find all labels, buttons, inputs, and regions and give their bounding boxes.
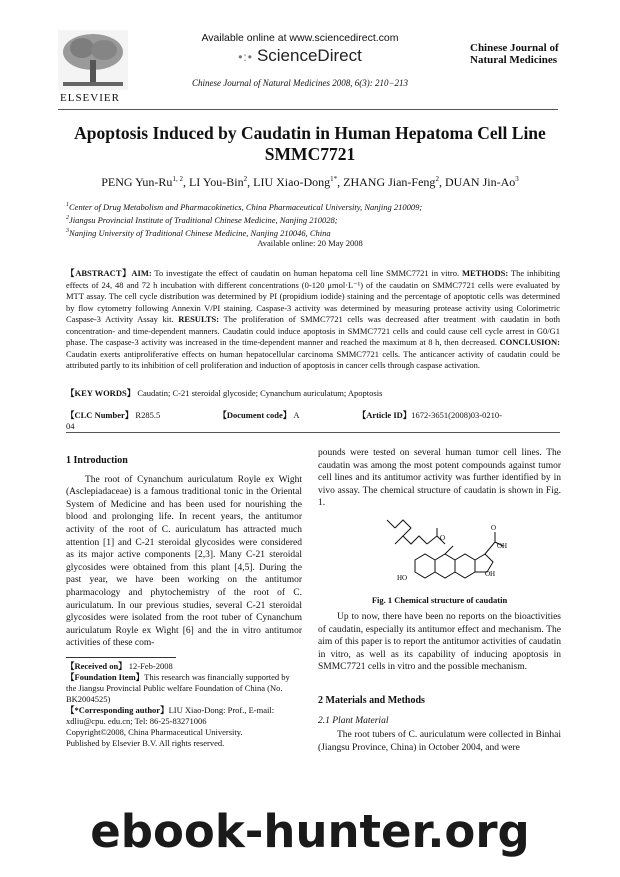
foundation [66,672,302,705]
published: Published by Elsevier B.V. All rights reserved. [66,738,225,748]
caudatin-structure-figure [385,510,520,590]
conclusion-text: Caudatin exerts antiproliferative effects on human hepatocellular carcinoma SMMC7721 cells. The anticancer activity of caudatin could be attributed partly to its inhibition of cell proliferation and induction of apoptosis in cancer cells through caspase activation. [66,348,560,370]
affiliation [66,213,566,226]
right-paragraph-3: The root tubers of C. auriculatum were collected in Binhai (Jiangsu Province, China) in October 2004, and were [318,730,561,753]
figure-caption: Fig. 1 Chemical structure of caudatin [371,595,508,605]
author-sup: 3 [515,175,519,183]
author-sup: 2 [435,175,439,183]
atom-label: OH [485,570,496,578]
right-paragraph-1: pounds were tested on several human tumor cell lines. The caudatin was among the most potent compounds against tumor cell lines and its antitumor activity was further identified by in vivo assay. The chemical structure of caudatin is shown in Fig. 1. [318,448,561,509]
affiliation [66,200,566,213]
dots-icon: •:• [238,50,253,64]
abstract-label: 【ABSTRACT】 [66,268,132,278]
intro-paragraph: The root of Cynanchum auriculatum Royle ex Wight (Asclepiadaceae) is a famous traditional tonic in the Oriental System of Medicine and has been used for nourishing the blood and prolonging life. In recent years, the antitumor activity of the root of C. auriculatum has attracted much attention [1] and C-21 steroidal glycosides were considered as its major active components [2,3]. Many C-21 steroidal glycosides were obtained from this plant [4,5]. During the past year, we have been working on the antitumor pharmacology and phytochemistry of the root of C. auriculatum. In our previous studies, several C-21 steroidal glycosides were isolated from the root tuber of Cynanchum auriculatum Royle ex Wight [6] and the in vitro antitumor activities of these com- [66,474,302,649]
received [66,661,302,672]
affil-text: Nanjing University of Traditional Chinese Medicine, Nanjing 210046, China [69,227,331,238]
classification-line [66,409,560,431]
conclusion-label: CONCLUSION: [499,337,560,347]
results-text: The proliferation of SMMC7721 cells was decreased after treatment with caudatin in both concentration- and time-dependent manners. Caudatin could induce apoptosis in SMMC7721 cells and could cause cell cycle arrest in G0/G1 phase. The caspase-3 activity was increased in the time-dependent manner and reached the maximum at 8 h, then decreased. [66,314,560,347]
author: ZHANG Jian-Feng [343,175,436,189]
corr-value: LIU Xiao-Dong: Prof., E-mail: xdliu@cpu. edu.cn; Tel: 86-25-83271006 [66,705,275,726]
publisher-name: ELSEVIER [60,92,120,104]
right-paragraph-2: Up to now, there have been no reports on the bioactivities of caudatin, especially its antitumor effect and mechanism. The aim of this paper is to report the antitumor activities of caudatin in vitro, as well as its capability of inducing apoptosis in SMMC7721 cells in vitro and the possible mechanism. [318,612,561,673]
affil-text: Center of Drug Metabolism and Pharmacokinetics, China Pharmaceutical University, Nanjing 210009; [69,201,423,212]
author-sup: 1* [330,175,338,183]
intro-section [66,455,302,650]
aim-text: To investigate the effect of caudatin on human hepatoma cell line SMMC7721 in vitro. [151,268,460,278]
watermark: ebook-hunter.org [90,805,530,858]
author: LI You-Bin [188,175,244,189]
author: PENG Yun-Ru [101,175,173,189]
keywords-label: 【KEY WORDS】 [66,388,136,398]
clc-label: 【CLC Number】 [66,410,134,420]
sciencedirect-logo [150,46,450,66]
elsevier-tree-logo [58,30,128,90]
corresponding [66,705,302,727]
article-label: 【Article ID】 [357,410,412,420]
keywords-text: Caudatin; C-21 steroidal glycoside; Cynanchum auriculatum; Apoptosis [135,388,383,398]
brand-name: ScienceDirect [256,46,362,65]
atom-label: HO [397,574,408,582]
received-label: 【Received on】 [66,661,127,671]
methods-label: METHODS: [461,268,509,278]
journal-citation: Chinese Journal of Natural Medicines 2008, 6(3): 210−213 [191,78,409,88]
foundation-label: 【Foundation Item】 [66,672,145,682]
intro-heading: 1 Introduction [66,455,128,466]
clc [66,410,188,420]
footnotes [66,661,302,749]
aim-label: AIM: [131,268,152,278]
affil-sup: 3 [66,227,69,234]
corr-label: 【*Corresponding author】 [66,705,169,715]
copyright: Copyright©2008, China Pharmaceutical University. [66,727,243,737]
author-sup: 2 [243,175,248,183]
results-label: RESULTS: [178,314,220,324]
doc-code [218,410,327,420]
footnote-rule [66,657,176,658]
keywords [66,387,560,399]
clc-value: R285.5 [133,410,161,420]
affil-sup: 2 [66,214,69,221]
header-rule [58,109,558,110]
doc-label: 【Document code】 [218,410,292,420]
author: DUAN Jin-Ao [444,175,516,189]
abstract [66,268,560,372]
doc-value: A [291,410,300,420]
article-value: 1672-3651(2008)03-0210-04 [66,410,502,431]
available-online-text: Available online at www.sciencedirect.com [201,32,399,44]
affil-text: Jiangsu Provincial Institute of Traditional Chinese Medicine, Nanjing 210028; [69,214,338,225]
available-online-date: Available online: 20 May 2008 [257,238,363,248]
paper-title: Apoptosis Induced by Caudatin in Human Hepatoma Cell Line SMMC7721 [74,123,546,164]
affiliations [66,200,566,238]
journal-name: Chinese Journal of Natural Medicines [470,42,559,66]
atom-label: O [440,534,446,542]
foundation-value: This research was financially supported by the Jiangsu Provincial Public welfare Foundation of China (No. BK2004525) [66,672,290,704]
section-2-heading: 2 Materials and Methods [318,695,425,706]
affil-sup: 1 [66,202,69,208]
received-value: 12-Feb-2008 [126,661,173,671]
methods-text: The inhibiting effects of 24, 48 and 72 h incubation with different concentrations (0-120 μmol·L⁻¹) of the caudatin on SMMC7721 cells were evaluated by MTT assay. The cell cycle distribution was determined by PI (propidium iodide) staining and the percentage of apoptotic cells was determined by flow cytometry following Annexin V/PI staining. Caspase-3 activity was determined by measuring protease activity using Colorimetric Caspase-3 Activity Assay kit. [66,268,560,324]
author-list: PENG Yun-Ru$^{1, 2}$, LI You-Bin$^2$, LIU Xiao-Dong$^{1*}$, ZHANG Jian-Feng$^2$, DUAN Jin-Ao$^3$ [101,175,519,189]
affiliation [66,226,566,239]
atom-label: O [491,524,497,532]
author: LIU Xiao-Dong [253,175,331,189]
author-sup: 1, 2 [172,175,183,183]
atom-label: OH [497,542,508,550]
section-2-1-heading: 2.1 Plant Material [318,716,389,726]
abstract-rule [66,432,560,433]
